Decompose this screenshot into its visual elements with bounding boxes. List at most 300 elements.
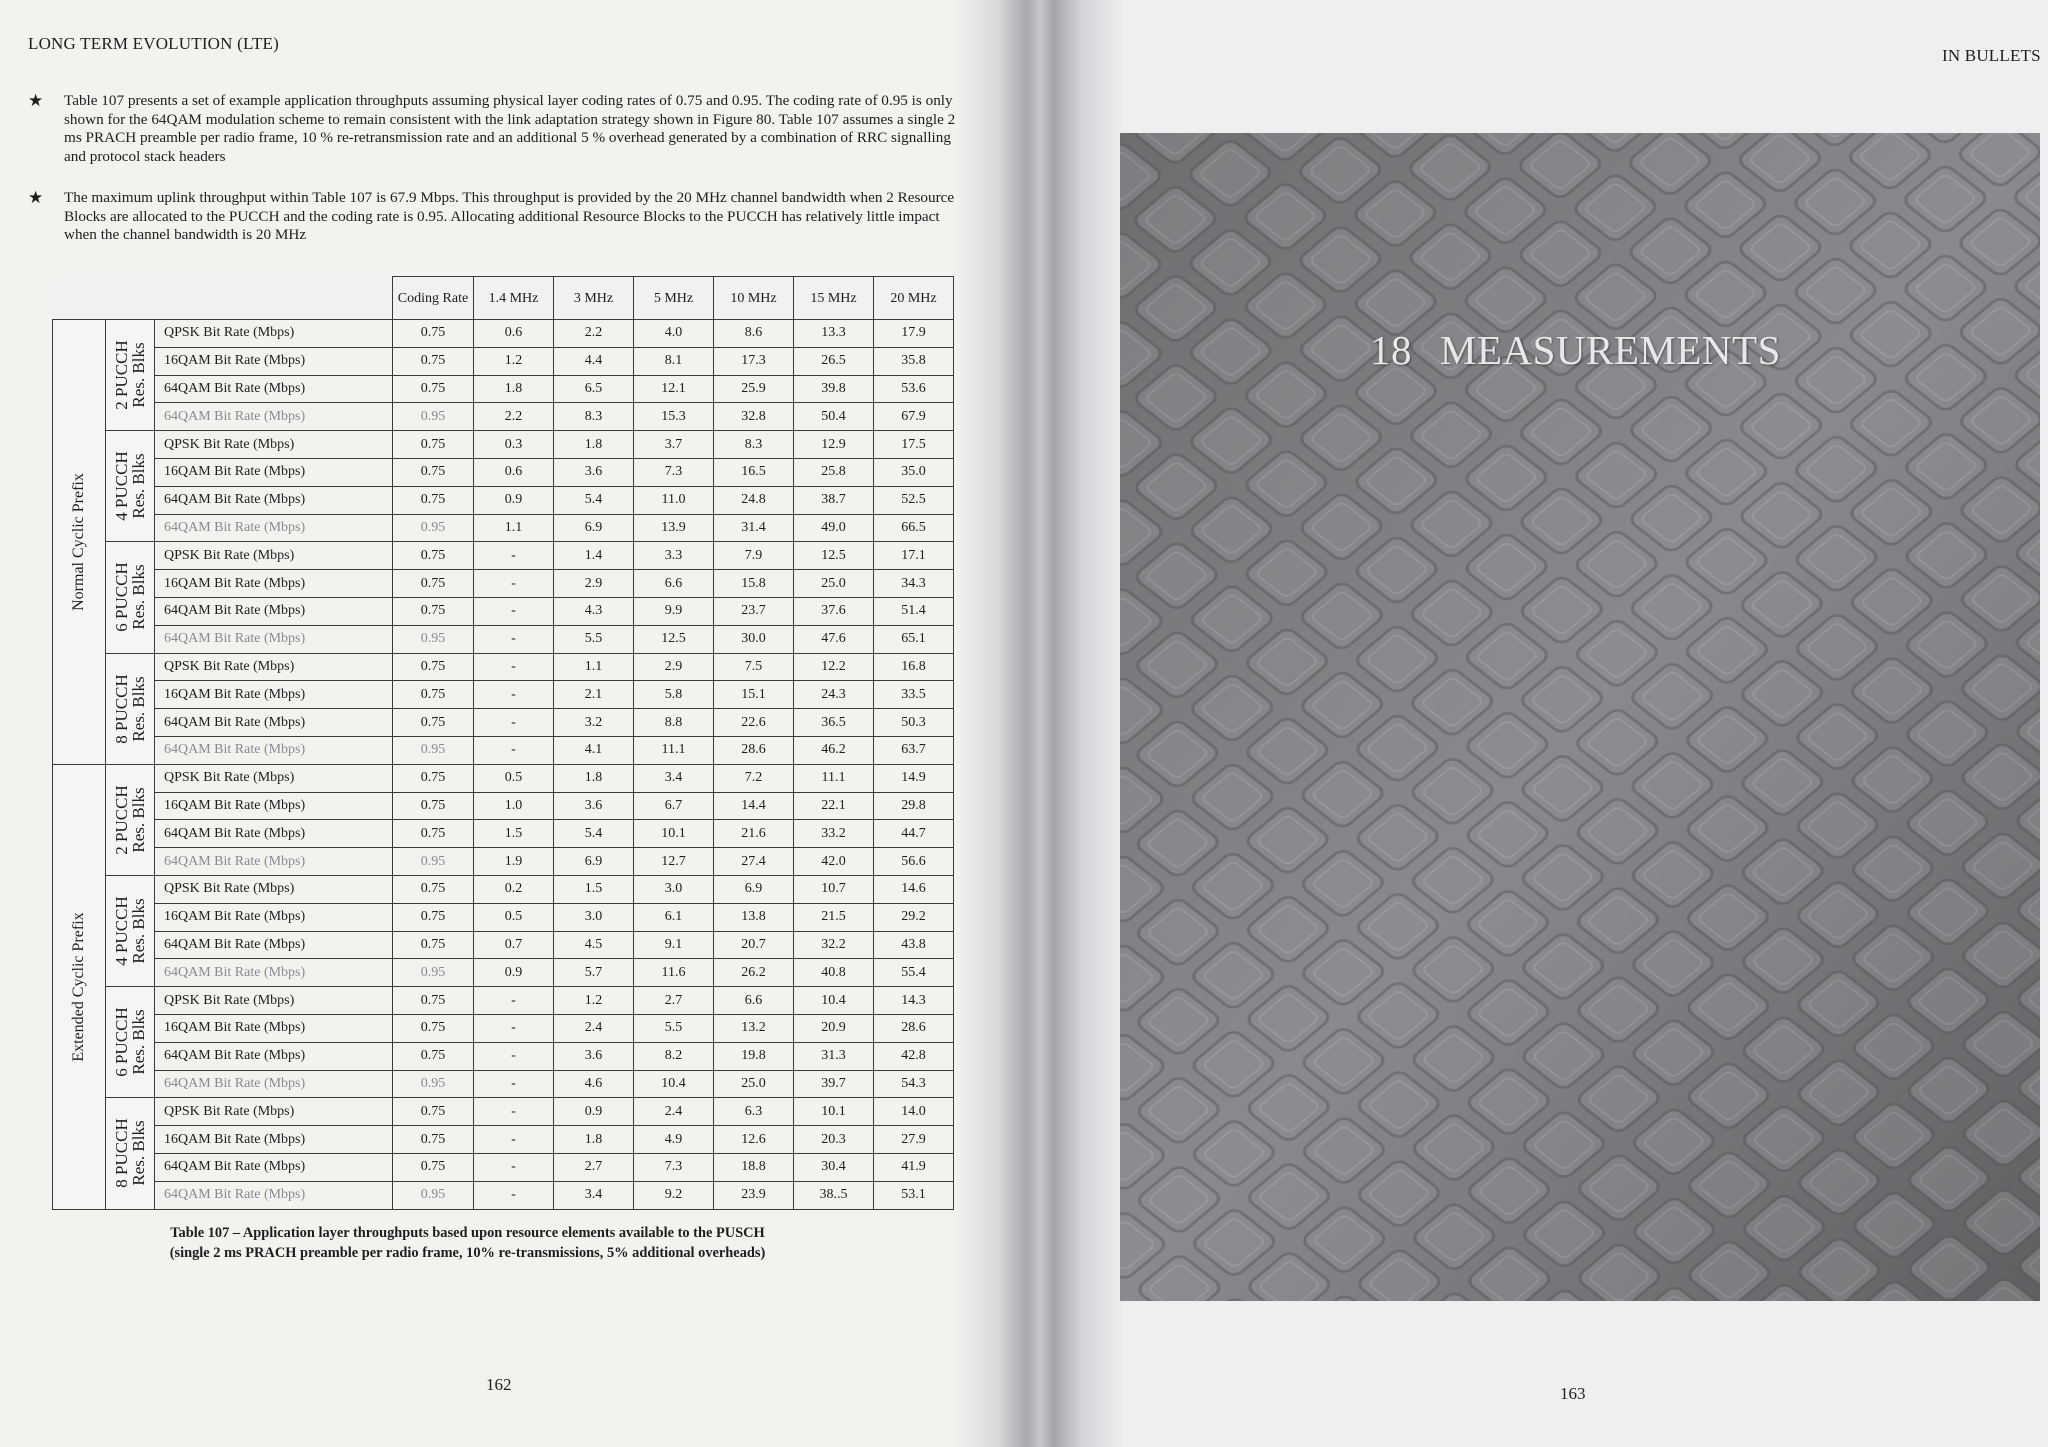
row-label: 16QAM Bit Rate (Mbps) — [155, 570, 393, 598]
throughput-cell: 38.7 — [794, 486, 874, 514]
throughput-cell: 5.7 — [554, 959, 634, 987]
row-label: 64QAM Bit Rate (Mbps) — [155, 736, 393, 764]
throughput-cell: 8.8 — [634, 709, 714, 737]
throughput-cell: 12.6 — [714, 1126, 794, 1154]
table-row — [53, 653, 954, 681]
pucch-group-label — [106, 764, 155, 875]
throughput-cell: 50.3 — [874, 709, 954, 737]
throughput-cell: 43.8 — [874, 931, 954, 959]
coding-rate-cell: 0.75 — [393, 431, 474, 459]
table-row — [53, 403, 954, 431]
coding-rate-cell: 0.75 — [393, 1153, 474, 1181]
throughput-cell: 17.1 — [874, 542, 954, 570]
throughput-cell: 12.7 — [634, 848, 714, 876]
throughput-cell: 1.2 — [474, 347, 554, 375]
throughput-cell: - — [474, 681, 554, 709]
throughput-cell: 22.6 — [714, 709, 794, 737]
throughput-cell: 3.6 — [554, 792, 634, 820]
throughput-cell: 12.9 — [794, 431, 874, 459]
pucch-group-text: Res. Blks — [129, 676, 148, 742]
table-row — [53, 431, 954, 459]
throughput-cell: 0.5 — [474, 903, 554, 931]
throughput-cell: 5.5 — [554, 625, 634, 653]
coding-rate-cell: 0.75 — [393, 347, 474, 375]
throughput-cell: 51.4 — [874, 597, 954, 625]
throughput-cell: 3.0 — [554, 903, 634, 931]
throughput-cell: 39.8 — [794, 375, 874, 403]
coding-rate-cell: 0.75 — [393, 875, 474, 903]
row-label: 16QAM Bit Rate (Mbps) — [155, 347, 393, 375]
coding-rate-cell: 0.75 — [393, 486, 474, 514]
throughput-cell: 65.1 — [874, 625, 954, 653]
row-label: QPSK Bit Rate (Mbps) — [155, 431, 393, 459]
throughput-cell: 3.4 — [634, 764, 714, 792]
throughput-cell: 0.2 — [474, 875, 554, 903]
throughput-cell: 1.8 — [554, 1126, 634, 1154]
throughput-cell: 2.9 — [634, 653, 714, 681]
row-label: QPSK Bit Rate (Mbps) — [155, 542, 393, 570]
pucch-group-label — [106, 653, 155, 764]
throughput-cell: 12.5 — [794, 542, 874, 570]
throughput-cell: 0.9 — [554, 1098, 634, 1126]
throughput-cell: 36.5 — [794, 709, 874, 737]
caption-line: (single 2 ms PRACH preamble per radio frame, 10% re-transmissions, 5% additional overheads) — [169, 1245, 766, 1261]
coding-rate-cell: 0.95 — [393, 625, 474, 653]
throughput-cell: 20.3 — [794, 1126, 874, 1154]
throughput-cell: 3.4 — [554, 1181, 634, 1209]
throughput-cell: 6.6 — [714, 987, 794, 1015]
throughput-cell: 2.9 — [554, 570, 634, 598]
coding-rate-cell: 0.75 — [393, 681, 474, 709]
throughput-cell: 49.0 — [794, 514, 874, 542]
page-number-left: 162 — [486, 1375, 512, 1394]
throughput-cell: 53.1 — [874, 1181, 954, 1209]
throughput-cell: 1.4 — [554, 542, 634, 570]
table-row — [53, 931, 954, 959]
throughput-cell: - — [474, 653, 554, 681]
throughput-cell: 10.1 — [634, 820, 714, 848]
pucch-group-text: Res. Blks — [129, 787, 148, 853]
row-label: QPSK Bit Rate (Mbps) — [155, 987, 393, 1015]
throughput-cell: 66.5 — [874, 514, 954, 542]
throughput-cell: 13.8 — [714, 903, 794, 931]
throughput-cell: 11.0 — [634, 486, 714, 514]
throughput-cell: 15.8 — [714, 570, 794, 598]
throughput-cell: 46.2 — [794, 736, 874, 764]
chapter-cover-image — [1120, 133, 2040, 1301]
throughput-cell: 40.8 — [794, 959, 874, 987]
throughput-cell: 16.5 — [714, 458, 794, 486]
table-row — [53, 458, 954, 486]
throughput-cell: 14.6 — [874, 875, 954, 903]
throughput-cell: 1.8 — [554, 431, 634, 459]
throughput-cell: 4.9 — [634, 1126, 714, 1154]
throughput-cell: 4.0 — [634, 320, 714, 348]
throughput-cell: 2.4 — [554, 1014, 634, 1042]
coding-rate-cell: 0.95 — [393, 736, 474, 764]
throughput-cell: 4.1 — [554, 736, 634, 764]
throughput-cell: 14.3 — [874, 987, 954, 1015]
throughput-cell: 2.4 — [634, 1098, 714, 1126]
coding-rate-cell: 0.75 — [393, 903, 474, 931]
pucch-group-label — [106, 320, 155, 431]
throughput-cell: 17.5 — [874, 431, 954, 459]
throughput-cell: - — [474, 570, 554, 598]
table-row — [53, 1070, 954, 1098]
throughput-cell: 32.2 — [794, 931, 874, 959]
row-label: 64QAM Bit Rate (Mbps) — [155, 597, 393, 625]
table-row — [53, 1014, 954, 1042]
throughput-cell: 0.6 — [474, 320, 554, 348]
row-label: 64QAM Bit Rate (Mbps) — [155, 403, 393, 431]
throughput-cell: 13.9 — [634, 514, 714, 542]
coding-rate-cell: 0.75 — [393, 542, 474, 570]
throughput-cell: 23.9 — [714, 1181, 794, 1209]
throughput-cell: 8.3 — [554, 403, 634, 431]
throughput-cell: 4.4 — [554, 347, 634, 375]
throughput-cell: 0.9 — [474, 486, 554, 514]
coding-rate-cell: 0.75 — [393, 458, 474, 486]
throughput-cell: 8.6 — [714, 320, 794, 348]
coding-rate-cell: 0.75 — [393, 1098, 474, 1126]
throughput-cell: 26.2 — [714, 959, 794, 987]
row-label: 64QAM Bit Rate (Mbps) — [155, 959, 393, 987]
throughput-cell: 5.8 — [634, 681, 714, 709]
table-row — [53, 820, 954, 848]
row-label: 16QAM Bit Rate (Mbps) — [155, 1014, 393, 1042]
row-label: 16QAM Bit Rate (Mbps) — [155, 458, 393, 486]
header-bandwidth: 15 MHz — [794, 277, 874, 320]
coding-rate-cell: 0.75 — [393, 1126, 474, 1154]
throughput-cell: 17.9 — [874, 320, 954, 348]
cyclic-prefix-text: Normal Cyclic Prefix — [70, 473, 87, 611]
throughput-cell: 6.6 — [634, 570, 714, 598]
throughput-cell: 6.9 — [714, 875, 794, 903]
table-caption — [100, 1223, 835, 1263]
row-label: 16QAM Bit Rate (Mbps) — [155, 681, 393, 709]
caption-line: Table 107 – Application layer throughputs based upon resource elements available to the PUSCH — [170, 1225, 765, 1241]
coding-rate-cell: 0.95 — [393, 1070, 474, 1098]
chapter-title: MEASUREMENTS — [1440, 327, 1781, 373]
row-label: 64QAM Bit Rate (Mbps) — [155, 514, 393, 542]
row-label: 64QAM Bit Rate (Mbps) — [155, 848, 393, 876]
throughput-cell: 47.6 — [794, 625, 874, 653]
throughput-cell: 50.4 — [794, 403, 874, 431]
throughput-cell: 7.9 — [714, 542, 794, 570]
throughput-cell: 7.3 — [634, 1153, 714, 1181]
table-row — [53, 347, 954, 375]
row-label: QPSK Bit Rate (Mbps) — [155, 1098, 393, 1126]
table-row — [53, 903, 954, 931]
throughput-cell: 55.4 — [874, 959, 954, 987]
table-row — [53, 1042, 954, 1070]
row-label: 64QAM Bit Rate (Mbps) — [155, 375, 393, 403]
row-label: QPSK Bit Rate (Mbps) — [155, 875, 393, 903]
throughput-cell: 26.5 — [794, 347, 874, 375]
pucch-group-text: 6 PUCCH — [112, 562, 131, 633]
throughput-cell: 3.3 — [634, 542, 714, 570]
throughput-cell: - — [474, 1181, 554, 1209]
table-row — [53, 764, 954, 792]
throughput-cell: 9.9 — [634, 597, 714, 625]
row-label: 64QAM Bit Rate (Mbps) — [155, 1070, 393, 1098]
throughput-cell: 6.3 — [714, 1098, 794, 1126]
page-number-right: 163 — [1560, 1384, 1586, 1403]
pucch-group-text: Res. Blks — [129, 564, 148, 631]
throughput-cell: - — [474, 1070, 554, 1098]
throughput-cell: 7.3 — [634, 458, 714, 486]
throughput-cell: - — [474, 736, 554, 764]
throughput-cell: 37.6 — [794, 597, 874, 625]
throughput-cell: 16.8 — [874, 653, 954, 681]
throughput-cell: 15.3 — [634, 403, 714, 431]
throughput-cell: 12.1 — [634, 375, 714, 403]
row-label: 16QAM Bit Rate (Mbps) — [155, 903, 393, 931]
throughput-cell: 13.2 — [714, 1014, 794, 1042]
table-row — [53, 736, 954, 764]
throughput-cell: 3.6 — [554, 458, 634, 486]
bullet-text: Table 107 presents a set of example application throughputs assuming physical layer coding rates of 0.75 and 0.95. The coding rate of 0.95 is only shown for the 64QAM modulation scheme to remain consistent with the link adaptation strategy shown in Figure 80. Table 107 assumes a single 2 ms PRACH preamble per radio frame, 10 % re-retransmission rate and an additional 5 % overhead generated by a combination of RRC signalling and protocol stack headers — [64, 92, 956, 165]
chapter-number: 18 — [1370, 327, 1412, 373]
table-row — [53, 1126, 954, 1154]
throughput-cell: 44.7 — [874, 820, 954, 848]
throughput-cell: 35.8 — [874, 347, 954, 375]
table-row — [53, 848, 954, 876]
throughput-cell: 10.1 — [794, 1098, 874, 1126]
running-head-right: IN BULLETS — [1942, 46, 2041, 65]
table-row — [53, 542, 954, 570]
cyclic-prefix-text: Extended Cyclic Prefix — [70, 911, 87, 1062]
table-row — [53, 792, 954, 820]
table-row — [53, 320, 954, 348]
throughput-cell: 67.9 — [874, 403, 954, 431]
row-label: QPSK Bit Rate (Mbps) — [155, 764, 393, 792]
row-label: 64QAM Bit Rate (Mbps) — [155, 625, 393, 653]
coding-rate-cell: 0.75 — [393, 987, 474, 1015]
throughput-cell: 20.7 — [714, 931, 794, 959]
throughput-cell: - — [474, 1014, 554, 1042]
coding-rate-cell: 0.95 — [393, 1181, 474, 1209]
table-row — [53, 681, 954, 709]
throughput-cell: - — [474, 709, 554, 737]
throughput-cell: 10.4 — [634, 1070, 714, 1098]
throughput-cell: 23.7 — [714, 597, 794, 625]
throughput-cell: 2.1 — [554, 681, 634, 709]
cyclic-prefix-label — [53, 764, 106, 1209]
throughput-cell: 53.6 — [874, 375, 954, 403]
throughput-cell: - — [474, 987, 554, 1015]
cyclic-prefix-label — [53, 320, 106, 765]
pucch-group-text: 8 PUCCH — [112, 1118, 131, 1189]
throughput-cell: 12.2 — [794, 653, 874, 681]
throughput-cell: 8.1 — [634, 347, 714, 375]
coding-rate-cell: 0.75 — [393, 1014, 474, 1042]
chip-grid-illustration — [1120, 133, 2040, 1301]
throughput-cell: 33.5 — [874, 681, 954, 709]
throughput-cell: 56.6 — [874, 848, 954, 876]
throughput-cell: 24.8 — [714, 486, 794, 514]
throughput-cell: 6.5 — [554, 375, 634, 403]
throughput-cell: 21.6 — [714, 820, 794, 848]
coding-rate-cell: 0.75 — [393, 931, 474, 959]
throughput-cell: 11.1 — [794, 764, 874, 792]
pucch-group-text: Res. Blks — [129, 342, 148, 408]
throughput-cell: 8.2 — [634, 1042, 714, 1070]
coding-rate-cell: 0.95 — [393, 403, 474, 431]
throughput-cell: 4.6 — [554, 1070, 634, 1098]
table-row — [53, 375, 954, 403]
row-label: 64QAM Bit Rate (Mbps) — [155, 486, 393, 514]
star-bullet-icon: ★ — [28, 91, 44, 110]
coding-rate-cell: 0.75 — [393, 597, 474, 625]
throughput-cell: 10.7 — [794, 875, 874, 903]
throughput-cell: 30.0 — [714, 625, 794, 653]
row-label: QPSK Bit Rate (Mbps) — [155, 320, 393, 348]
table-row — [53, 486, 954, 514]
throughput-cell: 38..5 — [794, 1181, 874, 1209]
table-row — [53, 959, 954, 987]
table-row — [53, 875, 954, 903]
throughput-cell: 63.7 — [874, 736, 954, 764]
pucch-group-label — [106, 431, 155, 542]
table-row — [53, 514, 954, 542]
table-row — [53, 625, 954, 653]
row-label: 16QAM Bit Rate (Mbps) — [155, 792, 393, 820]
throughput-cell: 3.0 — [634, 875, 714, 903]
coding-rate-cell: 0.75 — [393, 792, 474, 820]
star-bullet-icon: ★ — [28, 188, 44, 207]
row-label: 16QAM Bit Rate (Mbps) — [155, 1126, 393, 1154]
throughput-cell: 0.3 — [474, 431, 554, 459]
throughput-cell: 18.8 — [714, 1153, 794, 1181]
throughput-cell: 27.4 — [714, 848, 794, 876]
throughput-cell: 28.6 — [874, 1014, 954, 1042]
throughput-cell: - — [474, 1042, 554, 1070]
throughput-cell: 12.5 — [634, 625, 714, 653]
throughput-cell: 7.2 — [714, 764, 794, 792]
pucch-group-text: Res. Blks — [129, 898, 148, 964]
pucch-group-text: 4 PUCCH — [112, 896, 131, 966]
throughput-cell: 13.3 — [794, 320, 874, 348]
throughput-cell: 22.1 — [794, 792, 874, 820]
throughput-cell: - — [474, 1098, 554, 1126]
throughput-cell: - — [474, 1126, 554, 1154]
throughput-cell: 28.6 — [714, 736, 794, 764]
row-label: 64QAM Bit Rate (Mbps) — [155, 1042, 393, 1070]
pucch-group-text: 6 PUCCH — [112, 1007, 131, 1077]
coding-rate-cell: 0.95 — [393, 848, 474, 876]
table-corner — [53, 277, 393, 320]
throughput-cell: 6.7 — [634, 792, 714, 820]
throughput-cell: 0.5 — [474, 764, 554, 792]
throughput-cell: 1.5 — [474, 820, 554, 848]
pucch-group-text: 4 PUCCH — [112, 451, 131, 521]
table-row — [53, 1098, 954, 1126]
coding-rate-cell: 0.75 — [393, 1042, 474, 1070]
throughput-cell: 1.1 — [554, 653, 634, 681]
throughput-cell: - — [474, 542, 554, 570]
throughput-cell: - — [474, 625, 554, 653]
throughput-cell: 5.5 — [634, 1014, 714, 1042]
throughput-cell: 11.1 — [634, 736, 714, 764]
throughput-cell: 5.4 — [554, 486, 634, 514]
throughput-cell: 8.3 — [714, 431, 794, 459]
throughput-cell: 0.6 — [474, 458, 554, 486]
throughput-cell: 17.3 — [714, 347, 794, 375]
pucch-group-text: 8 PUCCH — [112, 673, 131, 744]
pucch-group-text: Res. Blks — [129, 1120, 148, 1186]
throughput-cell: 24.3 — [794, 681, 874, 709]
row-label: 64QAM Bit Rate (Mbps) — [155, 1181, 393, 1209]
header-coding-rate: Coding Rate — [393, 277, 474, 320]
table-row — [53, 987, 954, 1015]
throughput-cell: 9.1 — [634, 931, 714, 959]
row-label: 64QAM Bit Rate (Mbps) — [155, 1153, 393, 1181]
pucch-group-text: 2 PUCCH — [112, 785, 131, 855]
throughput-cell: 4.3 — [554, 597, 634, 625]
throughput-cell: 15.1 — [714, 681, 794, 709]
header-bandwidth: 3 MHz — [554, 277, 634, 320]
throughput-cell: 31.3 — [794, 1042, 874, 1070]
table-row — [53, 1153, 954, 1181]
book-gutter — [955, 0, 1125, 1447]
pucch-group-text: Res. Blks — [129, 1009, 148, 1075]
throughput-cell: 1.8 — [554, 764, 634, 792]
throughput-cell: 4.5 — [554, 931, 634, 959]
coding-rate-cell: 0.75 — [393, 653, 474, 681]
throughput-cell: 1.1 — [474, 514, 554, 542]
throughput-cell: 10.4 — [794, 987, 874, 1015]
chapter-heading — [1370, 326, 1781, 374]
throughput-cell: 35.0 — [874, 458, 954, 486]
throughput-cell: 7.5 — [714, 653, 794, 681]
throughput-cell: 14.0 — [874, 1098, 954, 1126]
throughput-cell: 42.0 — [794, 848, 874, 876]
throughput-cell: 0.9 — [474, 959, 554, 987]
throughput-cell: 39.7 — [794, 1070, 874, 1098]
table-header-row — [53, 277, 954, 320]
throughput-cell: 3.2 — [554, 709, 634, 737]
coding-rate-cell: 0.75 — [393, 570, 474, 598]
throughput-cell: 20.9 — [794, 1014, 874, 1042]
header-bandwidth: 5 MHz — [634, 277, 714, 320]
throughput-cell: 33.2 — [794, 820, 874, 848]
pucch-group-label — [106, 987, 155, 1098]
coding-rate-cell: 0.95 — [393, 514, 474, 542]
row-label: 64QAM Bit Rate (Mbps) — [155, 820, 393, 848]
pucch-group-text: 2 PUCCH — [112, 340, 131, 410]
pucch-group-text: Res. Blks — [129, 453, 148, 519]
throughput-cell: 27.9 — [874, 1126, 954, 1154]
throughput-cell: 1.5 — [554, 875, 634, 903]
row-label: 64QAM Bit Rate (Mbps) — [155, 931, 393, 959]
header-bandwidth: 20 MHz — [874, 277, 954, 320]
throughput-cell: - — [474, 1153, 554, 1181]
throughput-cell: 6.9 — [554, 514, 634, 542]
table-row — [53, 597, 954, 625]
row-label: QPSK Bit Rate (Mbps) — [155, 653, 393, 681]
pucch-group-label — [106, 1098, 155, 1209]
throughput-cell: 21.5 — [794, 903, 874, 931]
throughput-cell: 25.8 — [794, 458, 874, 486]
throughput-cell: 3.7 — [634, 431, 714, 459]
throughput-cell: - — [474, 597, 554, 625]
throughput-cell: 5.4 — [554, 820, 634, 848]
throughput-cell: 1.0 — [474, 792, 554, 820]
header-bandwidth: 10 MHz — [714, 277, 794, 320]
throughput-cell: 19.8 — [714, 1042, 794, 1070]
throughput-cell: 25.0 — [714, 1070, 794, 1098]
